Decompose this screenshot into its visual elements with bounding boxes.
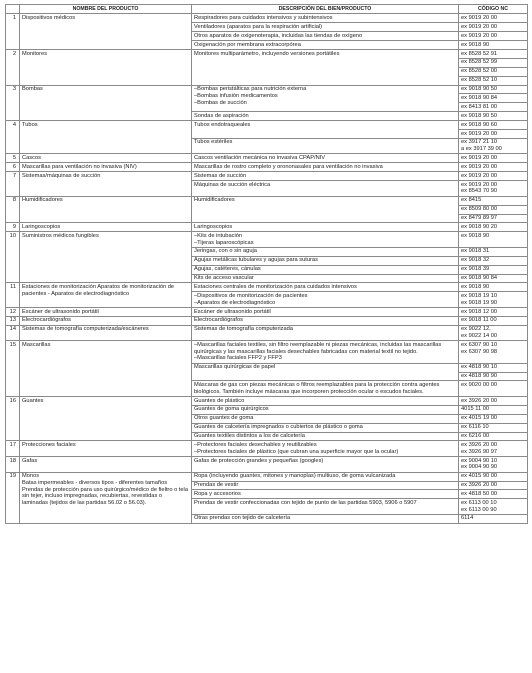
nc-code: ex 8479 89 97 [459, 214, 528, 223]
nc-code: ex 8528 52 00 [459, 67, 528, 76]
product-description: Mascarillas quirúrgicas de papel [192, 363, 459, 381]
product-description: –Bombas peristálticas para nutrición externa –Bombas infusión medicamentos –Bombas de succión [192, 85, 459, 112]
product-name: Escáner de ultrasonido portátil [20, 307, 192, 316]
product-number: 16 [6, 396, 20, 440]
product-description: Ropa y accesorios [192, 490, 459, 499]
table-row [6, 232, 528, 248]
product-description: Sistemas de succión [192, 172, 459, 181]
nc-code: ex 9018 19 10 ex 9018 19 90 [459, 292, 528, 308]
product-name: Monos Batas impermeables - diversos tipos - diferentes tamaños Prendas de protección para uso quirúrgico/médico de fieltro o tela sin tejer, incluso impregnadas, recubiertas, revestidas o laminadas (tejidos de las partidas 56.02 o 56.03). [20, 472, 192, 523]
nc-code: ex 3926 20 00 ex 3926 90 97 [459, 441, 528, 457]
table-row [6, 472, 528, 481]
product-number: 11 [6, 283, 20, 307]
nc-code: ex 9018 90 84 [459, 94, 528, 103]
nc-code: ex 9018 90 [459, 283, 528, 292]
nc-code: ex 9019 20 00 [459, 23, 528, 32]
table-row [6, 283, 528, 292]
table-row [6, 223, 528, 232]
header-number [6, 5, 20, 14]
product-description: Tubos endotraqueales [192, 121, 459, 139]
product-description: Humidificadores [192, 196, 459, 223]
table-row [6, 196, 528, 205]
product-name: Laringoscopios [20, 223, 192, 232]
table-row [6, 154, 528, 163]
nc-code: ex 6216 00 [459, 432, 528, 441]
product-name: Sistemas/máquinas de succión [20, 172, 192, 196]
product-name: Dispositivos médicos [20, 14, 192, 50]
nc-code: ex 8528 52 91 [459, 49, 528, 58]
table-row [6, 307, 528, 316]
nc-code: ex 9019 20 00 [459, 14, 528, 23]
header-nc-code: CÓDIGO NC [459, 5, 528, 14]
product-name: Monitores [20, 49, 192, 85]
nc-code: ex 9018 90 50 [459, 112, 528, 121]
product-number: 15 [6, 341, 20, 397]
table-row [6, 441, 528, 457]
product-description: –Dispositivos de monitorización de pacientes –Aparatos de electrodiagnóstico [192, 292, 459, 308]
product-description: Tubos estériles [192, 138, 459, 154]
product-description: Máscaras de gas con piezas mecánicas o filtros reemplazables para la protección contra agentes biológicos. También incluye máscaras que incorporen protección ocular o escudos faciales. [192, 381, 459, 397]
table-row [6, 457, 528, 473]
product-description: Prendas de vestir [192, 481, 459, 490]
product-number: 17 [6, 441, 20, 457]
product-description: Laringoscopios [192, 223, 459, 232]
product-description: Ventiladores (aparatos para la respiración artificial) [192, 23, 459, 32]
nc-code: 4015 11 00 [459, 405, 528, 414]
product-description: Kits de acceso vascular [192, 274, 459, 283]
table-row [6, 121, 528, 130]
nc-code: ex 9018 90 20 [459, 223, 528, 232]
product-number: 6 [6, 163, 20, 172]
product-number: 12 [6, 307, 20, 316]
nc-code: ex 4818 90 10 [459, 363, 528, 372]
product-number: 7 [6, 172, 20, 196]
table-row [6, 325, 528, 341]
header-product-name: NOMBRE DEL PRODUCTO [20, 5, 192, 14]
table-row [6, 163, 528, 172]
product-number: 2 [6, 49, 20, 85]
product-number: 9 [6, 223, 20, 232]
product-description: Respiradores para cuidados intensivos y subintensivos [192, 14, 459, 23]
products-table [5, 4, 528, 524]
product-description: Sistemas de tomografía computerizada [192, 325, 459, 341]
product-number: 1 [6, 14, 20, 50]
nc-code: ex 9019 20 00 [459, 129, 528, 138]
product-number: 10 [6, 232, 20, 283]
product-description: Agujas, catéteres, cánulas [192, 265, 459, 274]
table-row [6, 14, 528, 23]
nc-code: ex 8528 52 10 [459, 76, 528, 85]
product-name: Cascos [20, 154, 192, 163]
nc-code: ex 8413 81 00 [459, 103, 528, 112]
product-description: Otras prendas con tejido de calcetería [192, 514, 459, 523]
header-description: DESCRIPCIÓN DEL BIEN/PRODUCTO [192, 5, 459, 14]
product-description: Agujas metálicas tubulares y agujas para suturas [192, 256, 459, 265]
product-name: Estaciones de monitorización Aparatos de monitorización de pacientes - Aparatos de electrodiagnóstico [20, 283, 192, 307]
product-description: Monitores multiparámetro, incluyendo versiones portátiles [192, 49, 459, 85]
document-page [5, 4, 527, 524]
nc-code: ex 9018 90 [459, 232, 528, 248]
nc-code: ex 9018 12 00 [459, 307, 528, 316]
nc-code: ex 4015 90 00 [459, 472, 528, 481]
nc-code: ex 4015 19 00 [459, 414, 528, 423]
nc-code: ex 3926 20 00 [459, 396, 528, 405]
product-number: 4 [6, 121, 20, 154]
table-row [6, 172, 528, 181]
nc-code: ex 9018 32 [459, 256, 528, 265]
table-row [6, 85, 528, 94]
product-description: –Kits de intubación –Tijeras laparoscópicas [192, 232, 459, 248]
product-description: Estaciones centrales de monitorización para cuidados intensivos [192, 283, 459, 292]
product-description: Sondas de aspiración [192, 112, 459, 121]
nc-code: ex 9018 39 [459, 265, 528, 274]
product-description: Guantes textiles distintos a los de calcetería [192, 432, 459, 441]
table-body [6, 14, 528, 523]
product-description: Jeringas, con o sin aguja [192, 247, 459, 256]
nc-code: ex 9019 20 00 [459, 154, 528, 163]
nc-code: ex 8509 80 00 [459, 205, 528, 214]
product-description: Guantes de goma quirúrgicos [192, 405, 459, 414]
product-description: Oxigenación por membrana extracorpórea [192, 41, 459, 50]
table-row [6, 396, 528, 405]
product-description: Prendas de vestir confeccionadas con tejido de punto de las partidas 5903, 5906 o 5907 [192, 499, 459, 515]
product-description: Escáner de ultrasonido portátil [192, 307, 459, 316]
table-row [6, 49, 528, 58]
product-description: Guantes de calcetería impregnados o cubiertos de plástico o goma [192, 423, 459, 432]
product-number: 18 [6, 457, 20, 473]
product-description: Máquinas de succión eléctrica [192, 181, 459, 197]
product-name: Guantes [20, 396, 192, 440]
product-description: Guantes de plástico [192, 396, 459, 405]
product-name: Sistemas de tomografía computerizada/escáneres [20, 325, 192, 341]
nc-code: ex 9018 31 [459, 247, 528, 256]
product-number: 19 [6, 472, 20, 523]
nc-code: ex 9004 90 10 ex 9004 90 90 [459, 457, 528, 473]
table-header-row [6, 5, 528, 14]
nc-code: ex 4818 50 00 [459, 490, 528, 499]
nc-code: ex 9018 90 84 [459, 274, 528, 283]
product-number: 14 [6, 325, 20, 341]
product-description: –Protectores faciales desechables y reutilizables –Protectores faciales de plástico (que cubran una superficie mayor que la ocular) [192, 441, 459, 457]
product-name: Protecciones faciales [20, 441, 192, 457]
product-name: Bombas [20, 85, 192, 121]
product-description: Electrocardiógrafos [192, 316, 459, 325]
product-name: Mascarillas [20, 341, 192, 397]
product-description: Ropa (incluyendo guantes, mitones y manoplas) multiuso, de goma vulcanizada [192, 472, 459, 481]
nc-code: ex 3917 21 10 a ex 3917 39 00 [459, 138, 528, 154]
nc-code: ex 9022 12, ex 9022 14 00 [459, 325, 528, 341]
product-description: Gafas de protección grandes y pequeñas (googles) [192, 457, 459, 473]
product-name: Gafas [20, 457, 192, 473]
nc-code: ex 9020 00 00 [459, 381, 528, 397]
product-name: Mascarillas para ventilación no invasiva (NIV) [20, 163, 192, 172]
product-description: Mascarillas de rostro completo y orononasales para ventilación no invasiva [192, 163, 459, 172]
nc-code: ex 9019 20 00 [459, 32, 528, 41]
nc-code: ex 9018 90 60 [459, 121, 528, 130]
nc-code: ex 6113 00 10 ex 6113 00 90 [459, 499, 528, 515]
nc-code: ex 6116 10 [459, 423, 528, 432]
nc-code: ex 9019 20 00 [459, 163, 528, 172]
product-number: 13 [6, 316, 20, 325]
nc-code: ex 3926 20 00 [459, 481, 528, 490]
nc-code: ex 4818 90 90 [459, 372, 528, 381]
nc-code: ex 8415 [459, 196, 528, 205]
nc-code: ex 9019 20 00 [459, 172, 528, 181]
table-row [6, 316, 528, 325]
nc-code: ex 9018 11 00 [459, 316, 528, 325]
nc-code: ex 6307 90 10 ex 6307 90 98 [459, 341, 528, 363]
table-row [6, 341, 528, 363]
product-name: Suministros médicos fungibles [20, 232, 192, 283]
nc-code: ex 9019 20 00 ex 8543 70 90 [459, 181, 528, 197]
nc-code: 6114 [459, 514, 528, 523]
product-description: –Mascarillas faciales textiles, sin filtro reemplazable ni piezas mecánicas, incluidas las mascarillas quirúrgicas y las mascarillas faciales desechables fabricadas con material textil no tejido. –Mascarillas faciales FFP2 y FFP3 [192, 341, 459, 363]
nc-code: ex 8528 52 99 [459, 58, 528, 67]
product-description: Otros aparatos de oxigenoterapia, incluidas las tiendas de oxígeno [192, 32, 459, 41]
product-name: Humidificadores [20, 196, 192, 223]
product-name: Tubos [20, 121, 192, 154]
product-number: 8 [6, 196, 20, 223]
product-number: 5 [6, 154, 20, 163]
product-description: Otros guantes de goma [192, 414, 459, 423]
product-number: 3 [6, 85, 20, 121]
product-description: Cascos ventilación mecánica no invasiva CPAP/NIV [192, 154, 459, 163]
nc-code: ex 9018 90 [459, 41, 528, 50]
nc-code: ex 9018 90 50 [459, 85, 528, 94]
product-name: Electrocardiógrafos [20, 316, 192, 325]
